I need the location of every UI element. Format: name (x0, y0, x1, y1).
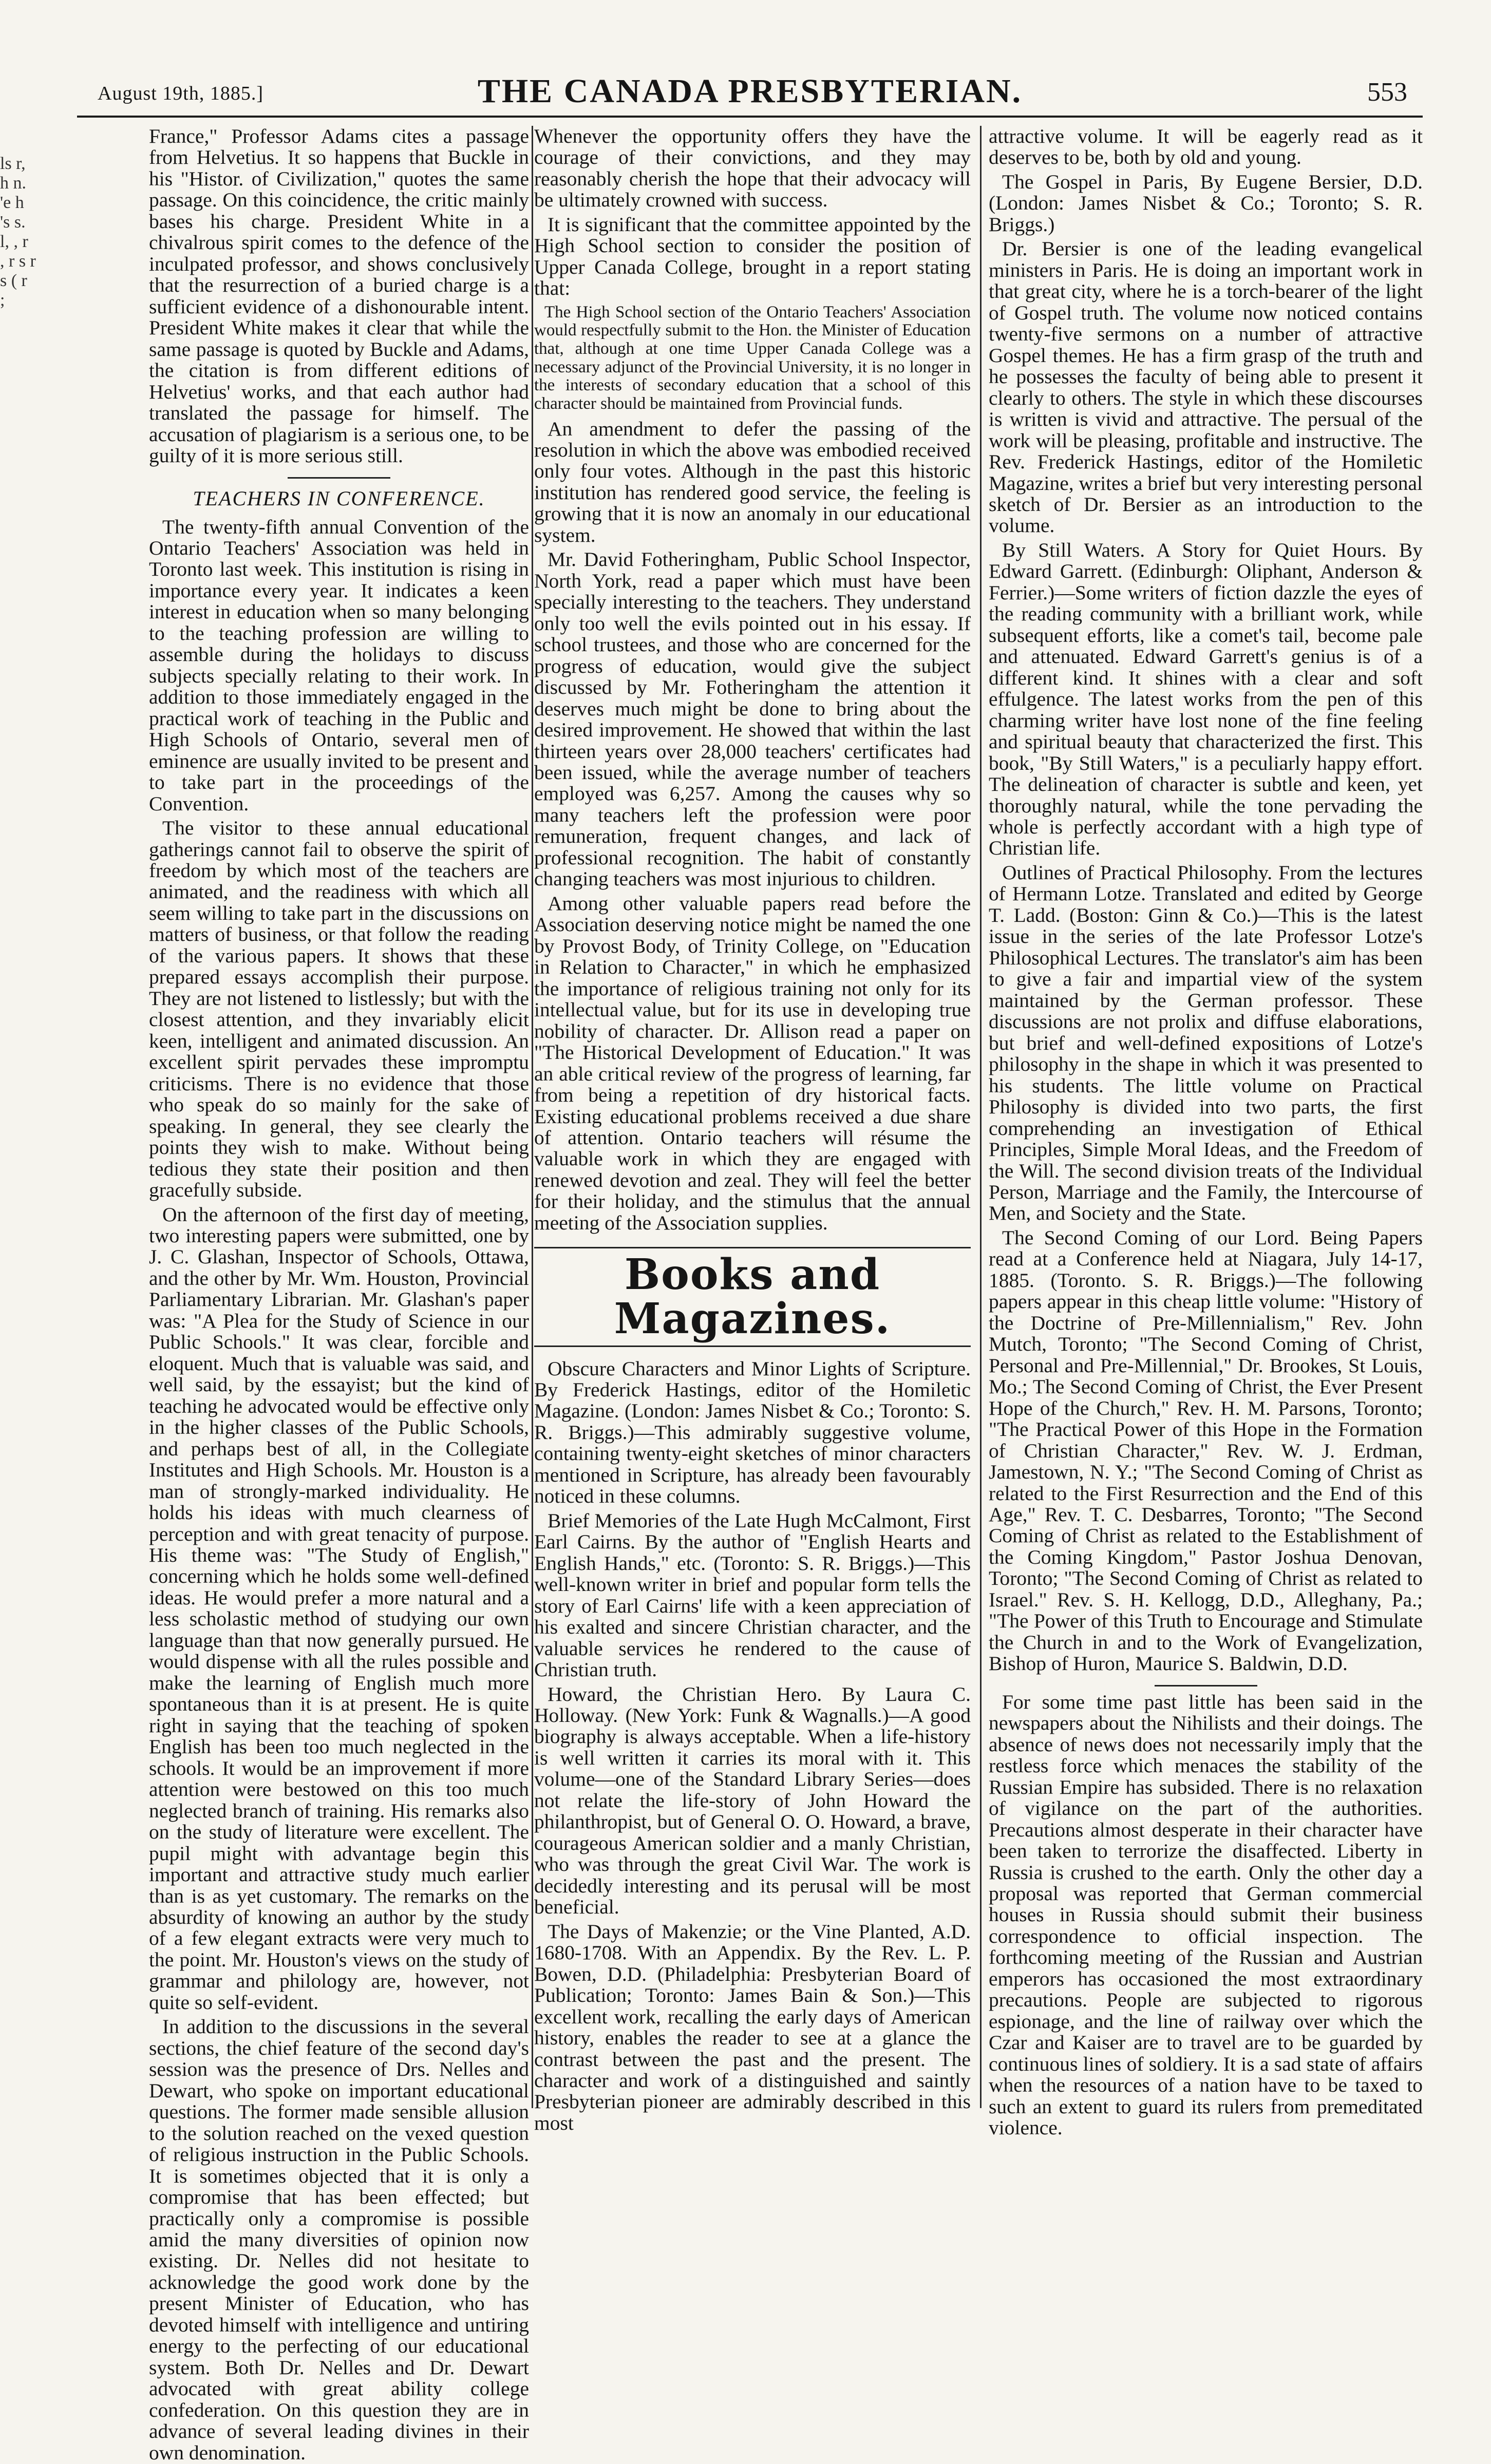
paragraph: Whenever the opportunity offers they have the courage of their convictions, and they may reasonably cherish the hope that their advocacy will be ultimately crowned with success. (534, 125, 971, 212)
paragraph: attractive volume. It will be eagerly read as it deserves to be, both by old and young. (989, 125, 1423, 169)
book-review: Dr. Bersier is one of the leading evangelical ministers in Paris. He is doing an important work in that great city, where he is a torch-bearer of the light of Gospel truth. The volume now noticed contains twenty-five sermons on a number of attractive Gospel themes. He has a firm grasp of the truth and he possesses the faculty of being able to present it clearly to others. The style in which these discourses is written is vivid and attractive. The persual of the work will be pleasing, profitable and instructive. The Rev. Frederick Hastings, editor of the Homiletic Magazine, writes a brief but very interesting personal sketch of Dr. Bersier as an introduction to the volume. (989, 237, 1423, 537)
book-review: The Second Coming of our Lord. Being Papers read at a Conference held at Niagara, July 14-17, 1885. (Toronto. S. R. Briggs.)—The following papers appear in this cheap little volume: "History of the Doctrine of Pre-Millennialism," Rev. John Mutch, Toronto; "The Second Coming of Christ, Personal and Pre-Millennial," Dr. Brookes, St Louis, Mo.; The Second Coming of Christ, the Ever Present Hope of the Church," Rev. H. M. Parsons, Toronto; "The Practical Power of this Hope in the Formation of Christian Character," Rev. W. J. Erdman, Jamestown, N. Y.; "The Second Coming of Christ as related to the First Resurrection and the End of this Age," Rev. T. C. Desbarres, Toronto; "The Second Coming of Christ as related to the Establishment of the Coming Kingdom," Pastor Joshua Denovan, Toronto; "The Second Coming of Christ as related to Israel." Rev. S. H. Kellogg, D.D., Alleghany, Pa.; "The Power of this Truth to Encourage and Stimulate the Church in and to the Work of Evangelization, Bishop of Huron, Maurice S. Baldwin, D.D. (989, 1226, 1423, 1675)
column-rule-2 (980, 126, 982, 2108)
section-title: TEACHERS IN CONFERENCE. (193, 486, 485, 510)
paragraph: It is significant that the committee appointed by the High School section to consider the position of Upper Canada College, brought in a report stating that: (534, 213, 971, 300)
paragraph: An amendment to defer the passing of the resolution in which the above was embodied received only four votes. Although in the past this historic institution has rendered good service, the feeling is growing that it is now an anomaly in our educational system. (534, 417, 971, 546)
paragraph: In addition to the discussions in the several sections, the chief feature of the second day's session was the presence of Drs. Nelles and Dewart, who spoke on important educational questions. The former made sensible allusion to the solution reached on the vexed question of religious instruction in the Public Schools. It is sometimes objected that it is only a compromise that has been effected; but practically only a compromise is possible amid the many diversities of opinion now existing. Dr. Nelles did not hesitate to acknowledge the good work done by the present Minister of Education, who has devoted himself with intelligence and untiring energy to the perfecting of our educational system. Both Dr. Nelles and Dr. Dewart advocated with great ability college confederation. On this question they are in advance of several leading divines in their own denomination. (149, 2015, 529, 2464)
book-review: Obscure Characters and Minor Lights of Scripture. By Frederick Hastings, editor of the Homiletic Magazine. (London: James Nisbet & Co.; Toronto: S. R. Briggs.)—This admirably suggestive volume, containing twenty-eight sketches of minor characters mentioned in Scripture, has already been favourably noticed in these columns. (534, 1357, 971, 1508)
book-review: Outlines of Practical Philosophy. From the lectures of Hermann Lotze. Translated and edited by George T. Ladd. (Boston: Ginn & Co.)—This is the latest issue in the series of the late Professor Lotze's Philosophical Lectures. The translator's aim has been to give a fair and impartial view of the system maintained by the German professor. These discussions are not prolix and diffuse elaborations, but brief and well-defined expositions of Lotze's philosophy in the shape in which it was presented to his students. The little volume on Practical Philosophy is divided into two parts, the first comprehending an investigation of Ethical Principles, Simple Moral Ideas, and the Freedom of the Will. The second division treats of the Individual Person, Marriage and the Family, the Intercourse of Men, and Society and the State. (989, 861, 1423, 1225)
paragraph: For some time past little has been said in the newspapers about the Nihilists and their doings. The absence of news does not necessarily imply that the restless force which menaces the stability of the Russian Empire has subsided. There is no relaxation of vigilance on the part of the authorities. Precautions almost desperate in their character have been taken to terrorize the disaffected. Liberty in Russia is crushed to the earth. Only the other day a proposal was reported that German commercial houses in Russia should submit their business correspondence to official inspection. The forthcoming meeting of the Russian and Austrian emperors has occasioned the most extraordinary precautions. People are subjected to rigorous espionage, and the line of railway over which the Czar and Kaiser are to travel are to be guarded by continuous lines of soldiery. It is a sad state of affairs when the resources of a nation have to be taxed to such an extent to guard its rulers from premeditated violence. (989, 1690, 1423, 2139)
block-quote: The High School section of the Ontario Teachers' Association would respectfully submit to the Hon. the Minister of Education that, although at one time Upper Canada College was a necessary adjunct of the Provincial University, it is no longer in the interests of secondary education that a school of this character should be maintained from Provincial funds. (534, 302, 971, 413)
book-review: The Days of Makenzie; or the Vine Planted, A.D. 1680-1708. With an Appendix. By the Rev. L. P. Bowen, D.D. (Philadelphia: Presbyterian Board of Publication; Toronto: James Bain & Son.)—This excellent work, recalling the early days of American history, enables the reader to see at a glance the contrast between the past and the present. The character and work of a distinguished and saintly Presbyterian pioneer are admirably described in this most (534, 1920, 971, 2134)
column-2 (534, 125, 971, 2134)
book-review: Brief Memories of the Late Hugh McCalmont, First Earl Cairns. By the author of "English Hearts and English Hands," etc. (Toronto: S. R. Briggs.)—This well-known writer in brief and popular form tells the story of Earl Cairns' life with a keen appreciation of his exalted and sincere Christian character, and the valuable services he rendered to the cause of Christian truth. (534, 1509, 971, 1681)
header-rule (77, 116, 1423, 118)
book-review-title: The Gospel in Paris, By Eugene Bersier, D.D. (London: James Nisbet & Co.; Toronto; S. R. Briggs.) (989, 170, 1423, 236)
paragraph: Mr. David Fotheringham, Public School Inspector, North York, read a paper which must have been specially interesting to the teachers. They understand only too well the evils pointed out in his essay. If school trustees, and those who are concerned for the progress of education, would give the subject discussed by Mr. Fotheringham the attention it deserves much might be done to bring about the desired improvement. He showed that within the last thirteen years over 28,000 teachers' certificates had been issued, while the average number of teachers employed was 6,257. Among the causes why so many teachers left the profession were poor remuneration, frequent changes, and lack of professional recognition. The habit of constantly changing teachers was most injurious to children. (534, 548, 971, 890)
paragraph: The twenty-fifth annual Convention of the Ontario Teachers' Association was held in Toronto last week. This institution is rising in importance every year. It indicates a keen interest in education when so many belonging to the teaching profession are willing to assemble during the holidays to discuss subjects specially relating to their work. In addition to those immediately engaged in the practical work of teaching in the Public and High Schools of Ontario, several men of eminence are usually invited to be present and to take part in the proceedings of the Convention. (149, 515, 529, 815)
column-1 (149, 125, 529, 2464)
column-3 (989, 125, 1423, 2139)
book-review: Howard, the Christian Hero. By Laura C. Holloway. (New York: Funk & Wagnalls.)—A good biography is always acceptable. When a life-history is well written it carries its moral with it. This volume—one of the Standard Library Series—does not relate the life-story of John Howard the philanthropist, but of General O. O. Howard, a brave, courageous American soldier and a manly Christian, who was through the great Civil War. The work is decidedly interesting and its perusal will be most beneficial. (534, 1682, 971, 1919)
issue-date: August 19th, 1885.] (98, 83, 263, 104)
page-number: 553 (1367, 78, 1407, 107)
paragraph: The visitor to these annual educational gatherings cannot fail to observe the spirit of freedom by which most of the teachers are animated, and the readiness with which all seem willing to take part in the discussions on matters of business, or that follow the reading of the various papers. It shows that these prepared essays accomplish their purpose. They are not listened to listlessly; but with the closest attention, and they invariably elicit keen, intelligent and animated discussion. An excellent spirit pervades these impromptu criticisms. There is no evidence that those who speak do so mainly for the sake of speaking. In general, they see clearly the points they wish to make. Without being tedious they state their position and then gracefully subside. (149, 817, 529, 1202)
section-divider (288, 477, 390, 479)
section-divider (1155, 1685, 1257, 1686)
masthead-title: THE CANADA PRESBYTERIAN. (477, 72, 1023, 110)
page-header (77, 62, 1423, 108)
book-review: By Still Waters. A Story for Quiet Hours. By Edward Garrett. (Edinburgh: Oliphant, Anderson & Ferrier.)—Some writers of fiction dazzle the eyes of the reading community with a brilliant work, while subsequent efforts, like a comet's tail, become pale and attenuated. Edward Garrett's genius is of a different kind. It shines with a clear and soft effulgence. The latest works from the pen of this charming writer have lost none of the fine feeling and spiritual beauty that characterized the first. This book, "By Still Waters," is a peculiarly happy effort. The delineation of character is subtle and keen, yet thoroughly natural, while the tone pervading the whole is perfectly accordant with a high type of Christian life. (989, 538, 1423, 860)
books-section-heading: Books and Magazines. (534, 1247, 971, 1347)
paragraph: France," Professor Adams cites a passage from Helvetius. It so happens that Buckle in his "Histor. of Civilization," quotes the same passage. On this coincidence, the critic mainly bases his charge. President White in a chivalrous spirit comes to the defence of the inculpated professor, and shows conclusively that the resurrection of a buried charge is a sufficient evidence of a dishonourable intent. President White makes it clear that while the same passage is quoted by Buckle and Adams, the citation is from different editions of Helvetius' works, and that each author had translated the passage for himself. The accusation of plagiarism is a serious one, to be guilty of it is more serious still. (149, 125, 529, 467)
paragraph: On the afternoon of the first day of meeting, two interesting papers were submitted, one by J. C. Glashan, Inspector of Schools, Ottawa, and the other by Mr. Wm. Houston, Provincial Parliamentary Librarian. Mr. Glashan's paper was: "A Plea for the Study of Science in our Public Schools." It was clear, forcible and eloquent. Much that is valuable was said, and well said, by the essayist; but the kind of teaching he advocated would be effective only in the higher classes of the Public Schools, and perhaps best of all, in the Collegiate Institutes and High Schools. Mr. Houston is a man of strongly-marked individuality. He holds his ideas with much clearness of perception and with great tenacity of purpose. His theme was: "The Study of English," concerning which he holds some well-defined ideas. He would prefer a more natural and a less scholastic method of studying our own language than that now generally pursued. He would dispense with all the rules possible and make the learning of English much more spontaneous than it is at present. He is quite right in saying that the teaching of spoken English has been too much neglected in the schools. It would be an improvement if more attention were bestowed on this too much neglected branch of training. His remarks also on the study of literature were excellent. The pupil might with advantage begin this important and attractive study much earlier than is as yet customary. The remarks on the absurdity of knowing an author by the study of a few elegant extracts were very much to the point. Mr. Houston's views on the study of grammar and philology are, however, not quite so self-evident. (149, 1203, 529, 2014)
paragraph: Among other valuable papers read before the Association deserving notice might be named the one by Provost Body, of Trinity College, on "Education in Relation to Character," in which he emphasized the importance of religious training not only for its intellectual value, but for its use in developing true nobility of character. Dr. Allison read a paper on "The Historical Development of Education." It was an able critical review of the progress of learning, far from being a repetition of dry historical facts. Existing educational problems received a due share of attention. Ontario teachers will résume the valuable work in which they are engaged with renewed devotion and zeal. They will feel the better for their holiday, and the stimulus that the annual meeting of the Association supplies. (534, 892, 971, 1234)
margin-marks: ls r, h n. 'e h 's s. l, , r , r s r s ( r ; (0, 154, 36, 310)
column-rule-1 (532, 126, 533, 2108)
